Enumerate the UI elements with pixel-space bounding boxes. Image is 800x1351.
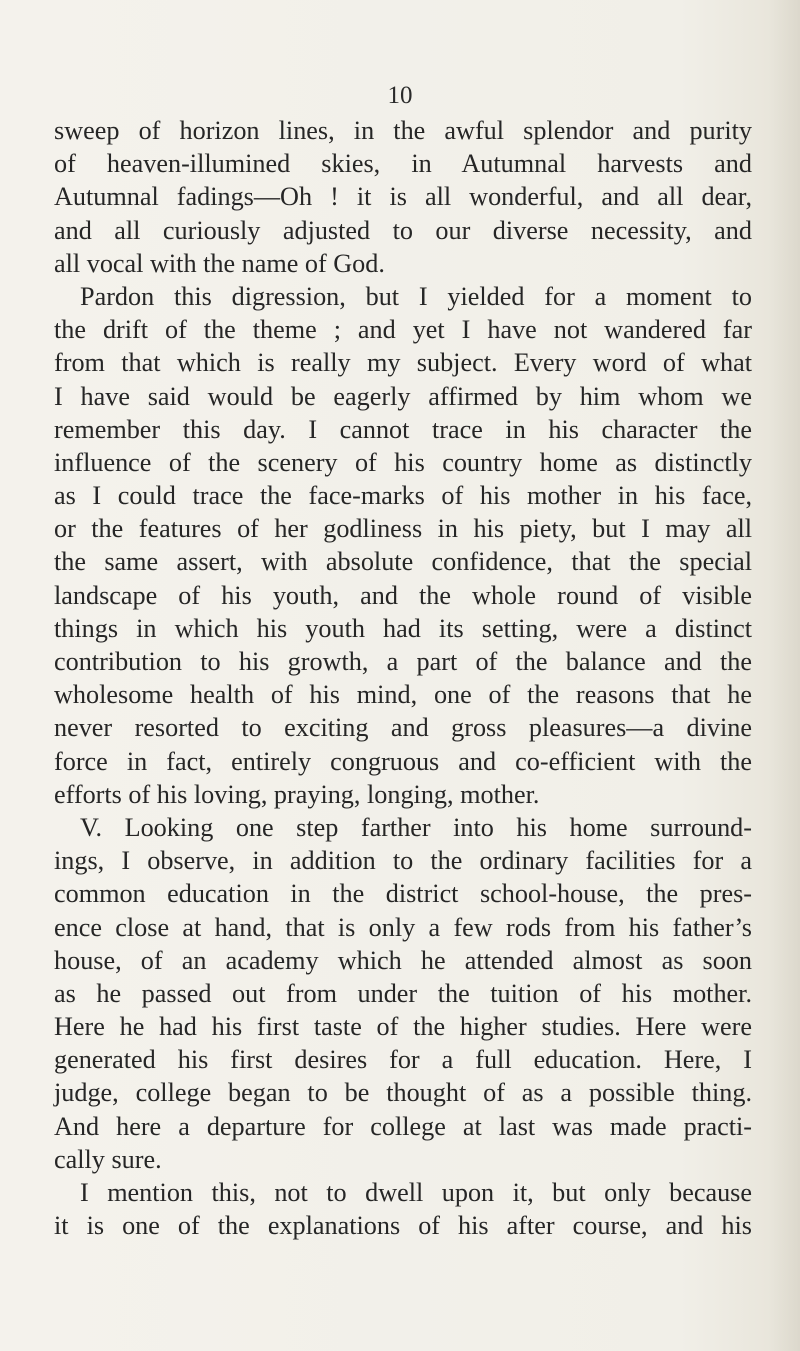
text-line: the drift of the theme ; and yet I have not wandered far: [54, 315, 752, 345]
text-line: I have said would be eagerly affirmed by him whom we: [54, 381, 752, 411]
text-line: V. Looking one step farther into his home surround-: [80, 812, 752, 842]
text-line: never resorted to exciting and gross pleasures—a divine: [54, 713, 752, 743]
text-line: efforts of his loving, praying, longing, mother.: [54, 779, 540, 809]
text-line: from that which is really my subject. Every word of what: [54, 348, 752, 378]
text-line: Here he had his first taste of the higher studies. Here were: [54, 1012, 752, 1042]
text-line: Pardon this digression, but I yielded for a moment to: [80, 281, 752, 311]
body-text: [54, 114, 752, 1242]
text-line: common education in the district school-house, the pres-: [54, 879, 752, 909]
text-line: house, of an academy which he attended almost as soon: [54, 945, 752, 975]
text-line: things in which his youth had its setting, were a distinct: [54, 613, 752, 643]
text-line: it is one of the explanations of his after course, and his: [54, 1211, 752, 1241]
text-line: sweep of horizon lines, in the awful splendor and purity: [54, 116, 752, 145]
page-number: 10: [387, 82, 413, 109]
text-line: Autumnal fadings—Oh ! it is all wonderful, and all dear,: [54, 182, 752, 212]
text-line: of heaven-illumined skies, in Autumnal harvests and: [54, 149, 752, 179]
text-line: And here a departure for college at last was made practi-: [54, 1111, 752, 1141]
text-line: as he passed out from under the tuition of his mother.: [54, 978, 752, 1008]
text-line: force in fact, entirely congruous and co-efficient with the: [54, 746, 752, 776]
text-line: cally sure.: [54, 1144, 162, 1174]
text-line: judge, college began to be thought of as a possible thing.: [54, 1078, 752, 1108]
text-line: the same assert, with absolute confidence, that the special: [54, 547, 752, 577]
text-line: or the features of her godliness in his piety, but I may all: [54, 514, 752, 544]
text-line: influence of the scenery of his country home as distinctly: [54, 447, 752, 477]
text-line: and all curiously adjusted to our diverse necessity, and: [54, 215, 752, 245]
text-line: generated his first desires for a full education. Here, I: [54, 1045, 752, 1075]
text-line: wholesome health of his mind, one of the reasons that he: [54, 680, 752, 710]
text-line: contribution to his growth, a part of the balance and the: [54, 647, 752, 676]
text-line: all vocal with the name of God.: [54, 248, 385, 278]
text-line: I mention this, not to dwell upon it, but only because: [80, 1178, 752, 1207]
text-line: as I could trace the face-marks of his mother in his face,: [54, 481, 752, 511]
text-line: ings, I observe, in addition to the ordinary facilities for a: [54, 846, 752, 876]
text-line: ence close at hand, that is only a few rods from his father’s: [54, 912, 752, 942]
text-line: remember this day. I cannot trace in his character the: [54, 414, 752, 444]
text-line: landscape of his youth, and the whole round of visible: [54, 580, 752, 610]
